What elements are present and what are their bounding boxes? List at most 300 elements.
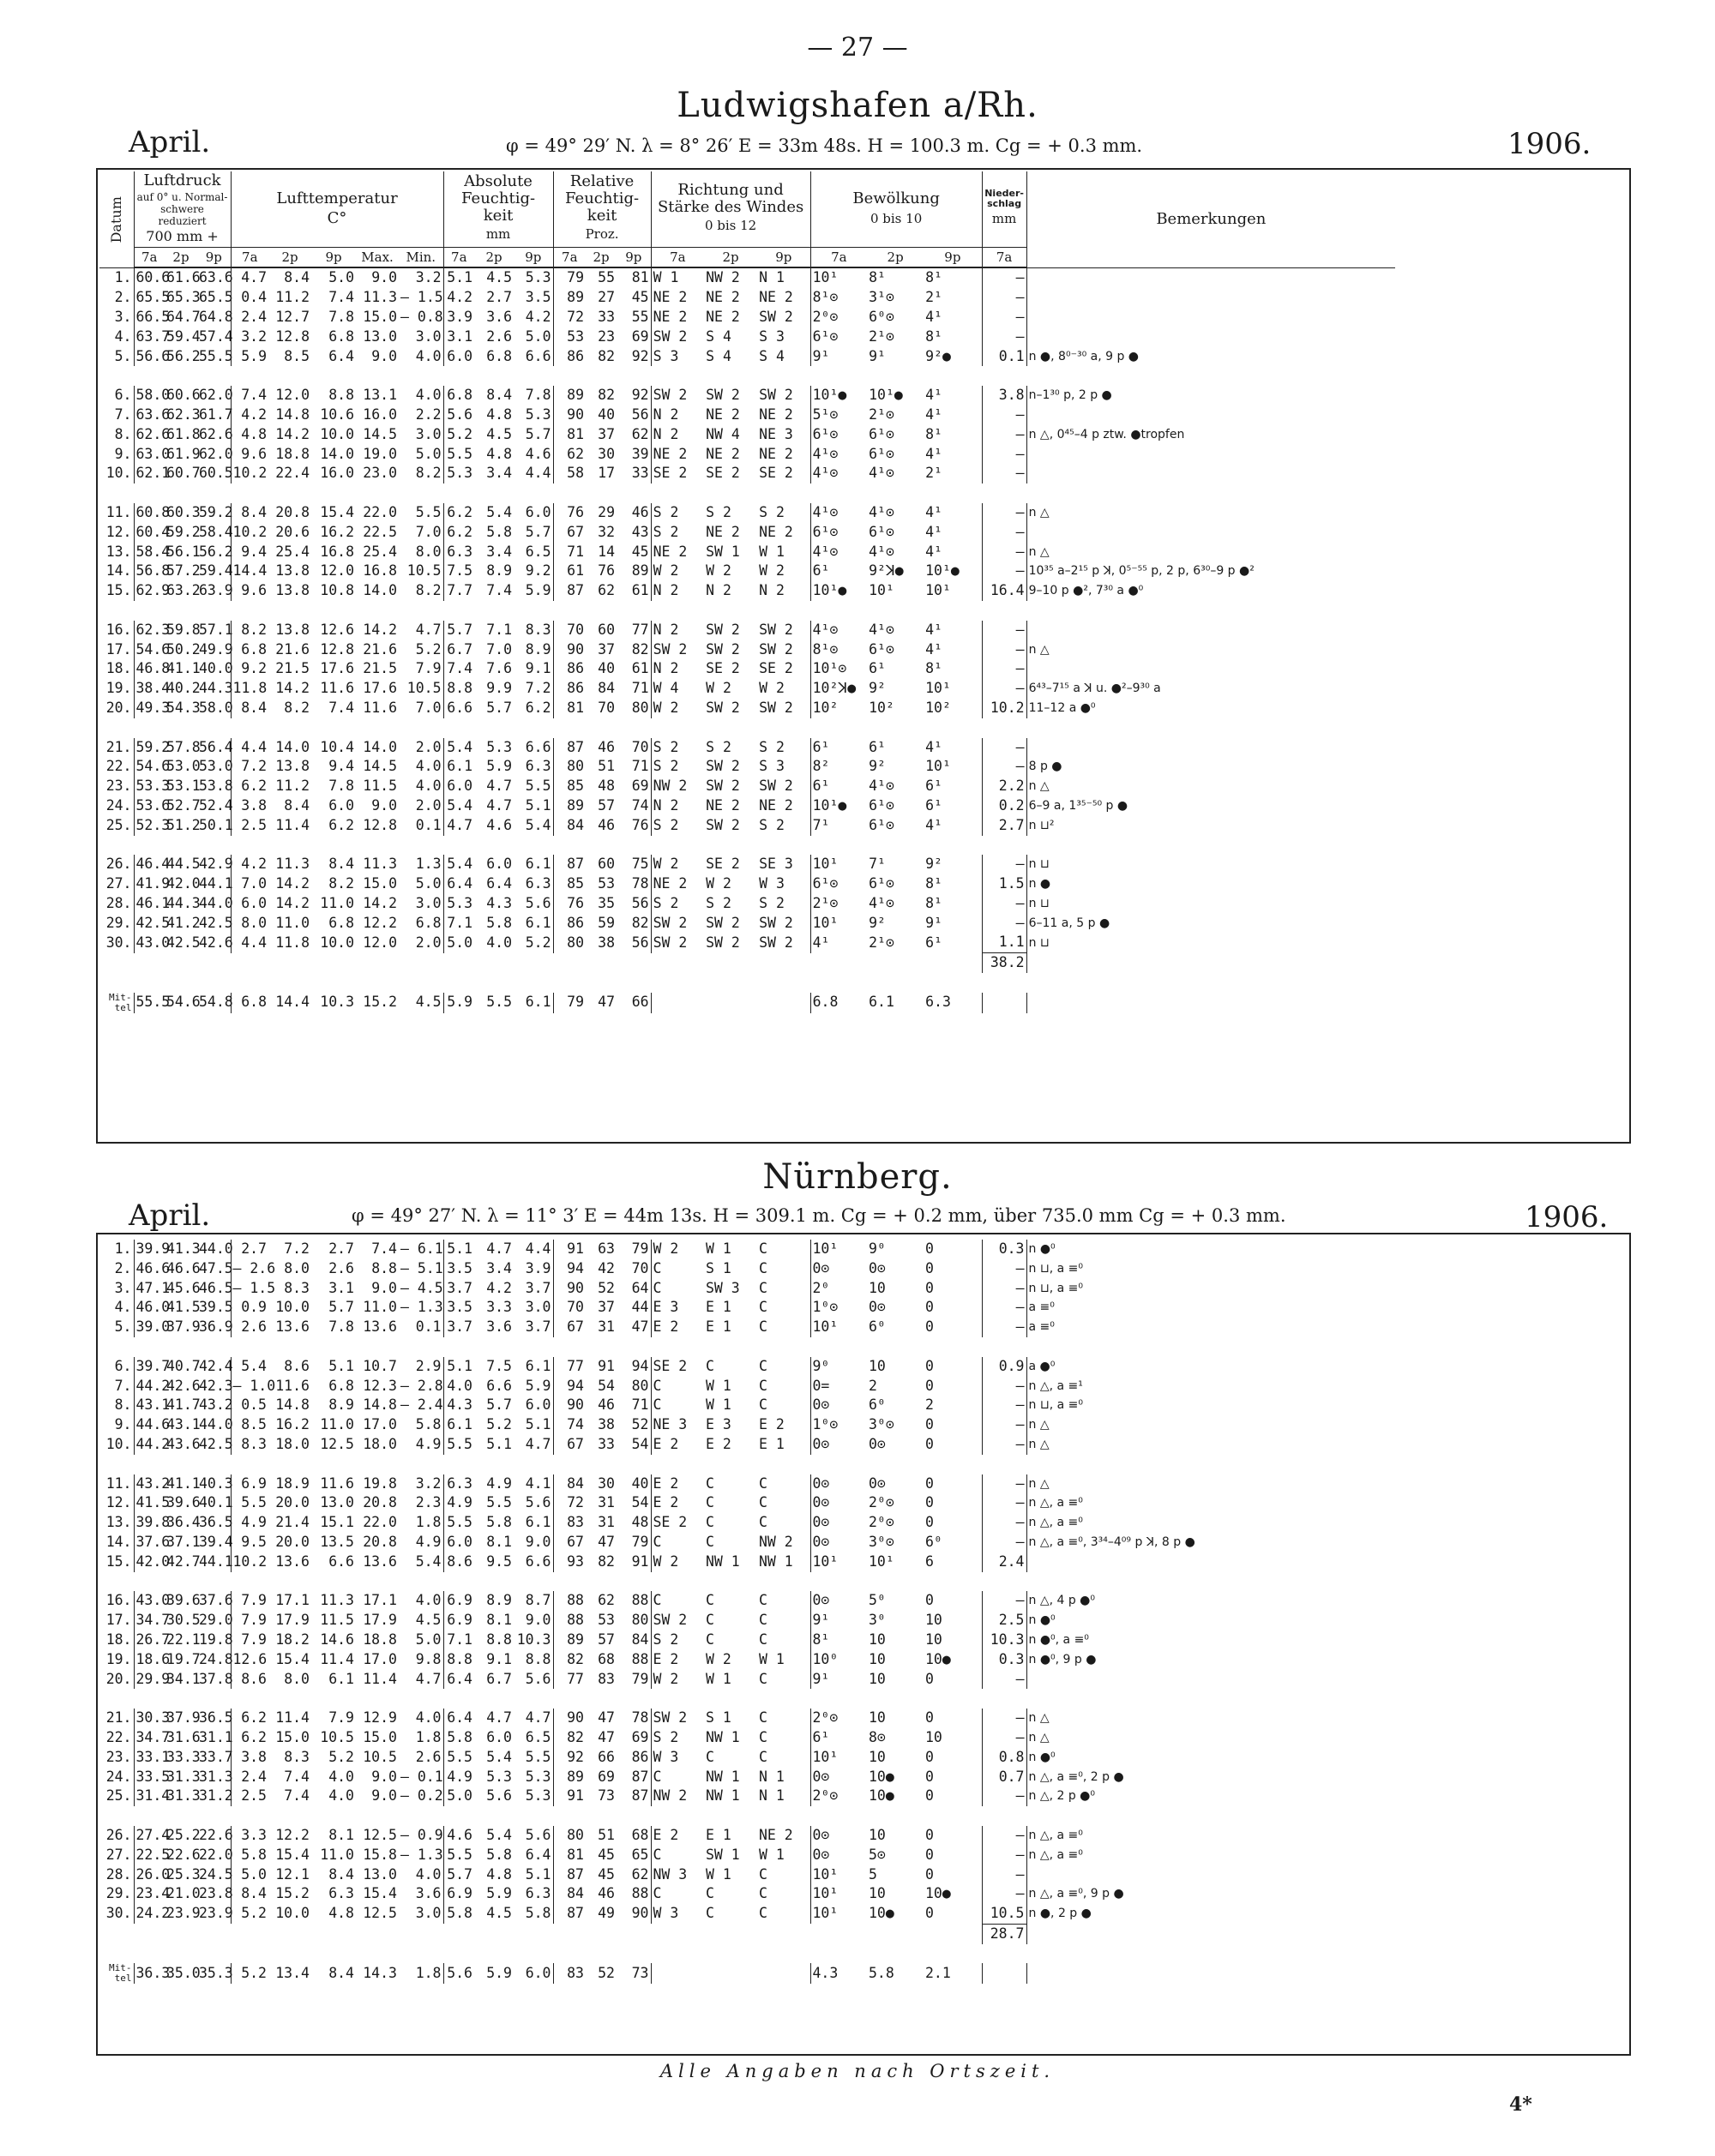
cell: 5.5	[486, 1494, 512, 1511]
cell: 16.	[105, 621, 132, 638]
cell: NW 1	[706, 1728, 740, 1745]
cell: C	[651, 1396, 704, 1415]
cell: 82	[553, 1650, 586, 1670]
cell: 5.0	[231, 1865, 268, 1885]
cell: 5.0	[443, 1787, 474, 1806]
table-row	[99, 308, 1395, 327]
cell: 65.5	[134, 288, 165, 308]
cell: 12.8	[363, 816, 398, 833]
cell: N 1	[759, 1787, 785, 1805]
cell: 5.1	[328, 1357, 354, 1374]
cell: n △, 0⁴⁵–4 p ztw. ●tropfen	[1026, 425, 1395, 445]
cell: –	[982, 621, 1026, 640]
cell: C	[651, 1533, 704, 1552]
cell: 5.1	[525, 1865, 551, 1883]
table-row	[99, 581, 1395, 601]
cell: 14.	[105, 1533, 132, 1550]
cell: 39	[631, 445, 649, 462]
cell: 14.8	[275, 1396, 310, 1414]
table-row	[99, 659, 1395, 679]
mean-cell	[1026, 1963, 1395, 1984]
cell: n △	[1026, 1435, 1395, 1455]
cell: C	[759, 1279, 767, 1296]
cell: 9.0	[525, 1612, 551, 1629]
cell: 24.5	[199, 1865, 233, 1883]
cell: 76	[598, 562, 616, 580]
cell: 5⁰	[869, 1592, 886, 1609]
cell: 10¹	[869, 582, 894, 599]
mean-cell: 14.3	[363, 1965, 397, 1982]
cell: 63.7	[134, 327, 165, 347]
cell: 4.6	[486, 816, 513, 833]
table-row	[99, 699, 1395, 718]
cell: 71	[553, 543, 586, 562]
cell: 8.0	[415, 543, 442, 560]
cell: 10¹	[810, 1904, 867, 1924]
cell: 6.1	[525, 1357, 551, 1374]
cell: SW 2	[651, 327, 704, 347]
cell: 0	[925, 1318, 934, 1336]
cell: 5.8	[486, 914, 513, 931]
cell: SW 2	[759, 699, 793, 716]
cell: 20.8	[275, 503, 310, 520]
cell: n–1³⁰ p, 2 p ●	[1026, 386, 1395, 405]
cell: 3.6	[415, 1885, 442, 1902]
cell: 8¹⊙	[810, 640, 867, 660]
cell: 42.6	[166, 1377, 201, 1394]
cell: 44.0	[199, 894, 233, 911]
cell: SW 2	[706, 699, 740, 716]
cell: 10.2	[231, 1552, 268, 1572]
cell: 10.5	[320, 1728, 354, 1745]
cell: 11.0	[320, 1846, 354, 1863]
cell: 0	[925, 1670, 934, 1687]
cell: n △, a ≡⁰	[1026, 1846, 1395, 1865]
cell: 70	[631, 738, 649, 755]
cell: 11.2	[275, 289, 310, 306]
cell: NE 2	[651, 874, 704, 894]
subheader-t9: 9p	[311, 247, 356, 267]
cell: N 2	[651, 659, 704, 679]
cell: N 2	[651, 621, 704, 640]
cell: 0.9	[231, 1298, 268, 1318]
cell: 5.4	[486, 1748, 512, 1765]
table-row	[99, 1396, 1395, 1415]
cell: 4¹⊙	[869, 621, 894, 638]
cell: 4.8	[486, 405, 513, 423]
cell: 89	[553, 1631, 586, 1650]
cell: 6.6	[525, 738, 551, 755]
cell: 9.0	[525, 1533, 551, 1550]
cell: 4.7	[486, 1709, 512, 1727]
cell: 14	[598, 543, 616, 560]
cell: 5.7	[486, 1396, 512, 1414]
cell: 16.8	[320, 543, 355, 560]
table-row	[99, 621, 1395, 640]
cell: 60.6	[166, 387, 201, 404]
cell: 6.3	[328, 1885, 354, 1902]
cell: 43.1	[134, 1396, 165, 1415]
cell: 3.6	[486, 1318, 512, 1336]
cell: 10¹●	[810, 796, 867, 816]
cell: 6⁰	[925, 1533, 942, 1550]
cell: –	[982, 425, 1026, 445]
cell: 14.0	[320, 445, 355, 462]
cell: W 2	[706, 1650, 731, 1667]
cell: 4.9	[443, 1768, 474, 1787]
cell: E 2	[706, 1435, 731, 1452]
cell: 6¹⊙	[810, 327, 867, 347]
cell: 17.1	[275, 1592, 310, 1609]
cell: 8¹	[925, 875, 942, 892]
cell: 46	[598, 738, 616, 755]
cell: 10	[869, 1357, 886, 1374]
cell: 43	[631, 523, 649, 540]
cell: 67	[553, 523, 586, 543]
cell: 90	[631, 1905, 649, 1922]
cell: 2.	[114, 1259, 132, 1276]
cell: 8.5	[284, 347, 310, 364]
cell: 6.1	[525, 856, 551, 873]
cell: 70	[553, 621, 586, 640]
cell: C	[759, 1259, 767, 1276]
table-row	[99, 1768, 1395, 1787]
cell: 5.2	[525, 934, 551, 951]
cell: S 2	[651, 1728, 704, 1748]
cell: 4¹	[925, 543, 942, 560]
cell: 83	[553, 1513, 586, 1533]
cell: 44.2	[134, 1435, 165, 1455]
cell: 8.0	[284, 1259, 310, 1276]
cell: 3.1	[328, 1279, 354, 1296]
cell: N 2	[706, 582, 731, 599]
cell: 29.9	[134, 1670, 165, 1690]
cell: 36.4	[166, 1514, 201, 1531]
cell: C	[759, 1631, 767, 1648]
cell: 34.7	[134, 1611, 165, 1631]
cell: 5.0	[415, 1631, 442, 1648]
cell: 30.3	[134, 1709, 165, 1728]
cell: 57.8	[166, 738, 201, 755]
cell: 11.0	[320, 1416, 354, 1433]
cell: SW 2	[651, 1709, 704, 1728]
cell: 15.	[105, 582, 132, 599]
subheader-t7: 7a	[810, 247, 867, 267]
cell: 88	[631, 1650, 649, 1667]
cell: 8¹	[869, 269, 886, 286]
cell: 6.4	[443, 874, 474, 894]
table-row	[99, 1650, 1395, 1670]
cell: 54	[631, 1494, 649, 1511]
cell: –	[982, 503, 1026, 523]
cell: 6.7	[486, 1670, 512, 1687]
cell: 11–12 a ●⁰	[1026, 699, 1395, 718]
cell: 89	[553, 1768, 586, 1787]
cell: 48	[598, 778, 616, 795]
cell: 6¹⊙	[869, 875, 894, 892]
cell: 4.0	[415, 778, 442, 795]
cell	[1026, 445, 1395, 465]
cell: 8.3	[525, 621, 551, 638]
cell: 46.5	[199, 1279, 233, 1296]
cell: 8.8	[525, 1650, 551, 1667]
cell: 54	[598, 1377, 615, 1394]
cell: 8.0	[284, 1670, 310, 1687]
cell: 82	[631, 640, 649, 658]
cell: 11.5	[363, 778, 398, 795]
cell: 7.9	[231, 1591, 268, 1611]
cell: SW 3	[706, 1279, 740, 1296]
cell: 4.2	[443, 288, 474, 308]
cell: 1.	[114, 269, 132, 286]
subheader-t9: 9p	[514, 247, 553, 267]
cell: 5.8	[443, 1904, 474, 1924]
cell: W 1	[706, 1670, 731, 1687]
cell: W 1	[759, 1846, 785, 1863]
cell: 4¹⊙	[869, 543, 894, 560]
cell: 88	[553, 1591, 586, 1611]
cell: 10.	[105, 465, 132, 482]
cell: 10	[869, 1885, 886, 1902]
subheader-t7: 7a	[443, 247, 474, 267]
cell: 5.5	[443, 445, 474, 465]
cell: 7.4	[284, 1768, 310, 1785]
subheader-t9: 9p	[617, 247, 651, 267]
cell: 6¹	[810, 738, 867, 758]
cell: 4¹	[925, 405, 942, 423]
cell: 4.7	[231, 267, 268, 288]
cell: 6.9	[443, 1591, 474, 1611]
cell: NW 4	[706, 425, 740, 442]
table-row	[99, 1846, 1395, 1865]
cell: 82	[598, 1552, 615, 1570]
cell: 15.8	[363, 1846, 397, 1863]
cell: 3.0	[415, 327, 442, 345]
cell: C	[759, 1670, 767, 1687]
cell: n ●⁰, a ≡⁰	[1026, 1631, 1395, 1650]
cell: 16.4	[982, 581, 1026, 601]
cell: 9¹	[810, 347, 867, 367]
cell: 21.6	[363, 640, 398, 658]
cell: 68	[598, 1650, 615, 1667]
cell: SW 1	[706, 543, 740, 560]
cell: 6.0	[231, 894, 268, 914]
cell: 91	[553, 1787, 586, 1806]
cell: 53	[553, 327, 586, 347]
cell: 13.0	[363, 327, 398, 345]
cell: 3.	[114, 1279, 132, 1296]
cell: 33	[631, 465, 649, 482]
cell: 77	[553, 1357, 586, 1377]
cell: 4¹	[925, 523, 942, 540]
cell: 92	[553, 1748, 586, 1768]
cell: 0=	[810, 1377, 867, 1396]
mean-cell: 5.6	[443, 1963, 474, 1984]
cell: 3.3	[231, 1826, 268, 1846]
cell: 6¹	[810, 1728, 867, 1748]
cell: W 2	[651, 562, 704, 581]
cell: N 2	[651, 796, 704, 816]
cell: 12.9	[363, 1709, 397, 1727]
cell: 83	[598, 1670, 615, 1687]
cell	[1026, 327, 1395, 347]
cell: E 2	[651, 1318, 704, 1337]
cell: W 1	[706, 1865, 731, 1883]
cell: –	[982, 1435, 1026, 1455]
cell: 6¹⊙	[869, 523, 894, 540]
cell: 17.1	[363, 1592, 397, 1609]
cell: W 2	[651, 855, 704, 874]
cell: 60.8	[134, 503, 165, 523]
cell: 5.4	[443, 738, 474, 758]
cell: 70	[598, 699, 616, 716]
cell: 18.2	[275, 1631, 310, 1648]
cell: 15.4	[363, 1885, 397, 1902]
cell: 0	[925, 1279, 934, 1296]
cell: n ⊔	[1026, 855, 1395, 874]
table-row	[99, 386, 1395, 405]
cell: n ⊔, a ≡⁰	[1026, 1396, 1395, 1415]
cell: 44.1	[199, 875, 233, 892]
cell: 3.0	[415, 894, 442, 911]
cell: 6.0	[328, 796, 355, 814]
cell: 0⊙	[869, 1474, 886, 1492]
cell: 0⊙	[810, 1493, 867, 1513]
cell: 6.2	[231, 777, 268, 796]
cell: 21.4	[275, 1514, 310, 1531]
cell: W 2	[651, 699, 704, 718]
cell: 11.0	[275, 914, 310, 931]
cell: 44	[631, 1299, 649, 1316]
cell: 0	[925, 1494, 934, 1511]
cell: 10.0	[320, 934, 355, 951]
cell: 60.7	[166, 465, 201, 482]
footer-note: Alle Angaben nach Ortszeit.	[659, 2061, 1056, 2081]
cell: 87	[631, 1787, 649, 1805]
cell: 4.	[114, 1299, 132, 1316]
subheader-t7: 7a	[134, 247, 165, 267]
cell: 10.6	[320, 405, 355, 423]
cell: 4.8	[486, 1865, 512, 1883]
station-coords: φ = 49° 29′ N. λ = 8° 26′ E = 33m 48s. H = 100.3 m. Cg = + 0.3 mm.	[506, 135, 1143, 156]
cell: 12.0	[320, 562, 355, 580]
cell: E 2	[651, 1826, 704, 1846]
cell: 5.6	[525, 1494, 551, 1511]
cell: 5.8	[443, 1728, 474, 1748]
cell: 74	[631, 796, 649, 814]
cell: 2⁰⊙	[869, 1494, 894, 1511]
cell: 84	[553, 1474, 586, 1494]
cell: 9.0	[371, 269, 398, 286]
cell: 6.4	[328, 347, 355, 364]
cell: NW 1	[759, 1552, 793, 1570]
cell: n △	[1026, 1709, 1395, 1728]
cell: 5.7	[328, 1299, 354, 1316]
cell: 2.7	[231, 1240, 268, 1259]
cell: 33	[598, 1435, 615, 1452]
cell: 2⁰⊙	[810, 1787, 867, 1806]
cell: 46.1	[134, 894, 165, 914]
mean-cell: 55.5	[134, 993, 165, 1013]
cell: 43.2	[134, 1474, 165, 1494]
cell: 53	[598, 875, 616, 892]
cell: 4¹	[925, 816, 942, 833]
cell: 4.2	[231, 405, 268, 425]
cell: 6.5	[525, 543, 551, 560]
cell: 11.3	[275, 856, 310, 873]
cell: 13.1	[363, 387, 398, 404]
cell: 16.2	[275, 1416, 310, 1433]
cell: –	[982, 1474, 1026, 1494]
cell: –	[982, 679, 1026, 699]
table-row	[99, 1904, 1395, 1924]
cell: 23.8	[199, 1885, 233, 1902]
cell: 60.5	[199, 465, 233, 482]
cell: –	[982, 562, 1026, 581]
cell: 59.4	[166, 327, 201, 345]
cell: 4.3	[486, 894, 513, 911]
mean-cell: 54.6	[166, 994, 201, 1011]
cell: N 2	[651, 581, 704, 601]
cell: 58.4	[199, 523, 233, 540]
cell: 14.	[105, 562, 132, 580]
mean-cell	[757, 1963, 810, 1984]
cell: 6.1	[443, 757, 474, 777]
cell: 90	[553, 1279, 586, 1299]
cell: 5.4	[486, 1826, 512, 1843]
cell: 67	[553, 1318, 586, 1337]
cell: 9.6	[231, 581, 268, 601]
cell: 10.0	[320, 425, 355, 442]
cell: 91	[631, 1552, 649, 1570]
cell: 6.4	[525, 1846, 551, 1863]
cell: 18.6	[134, 1650, 165, 1670]
cell: 36.9	[199, 1318, 233, 1336]
cell: 14.0	[363, 738, 398, 755]
table-row	[99, 855, 1395, 874]
cell: –	[982, 523, 1026, 543]
cell: 11.4	[363, 1670, 397, 1687]
cell: – 4.5	[400, 1279, 443, 1296]
cell	[1026, 308, 1395, 327]
lufttemp-unit: C°	[327, 208, 347, 227]
table-row	[99, 933, 1395, 952]
cell: W 1	[759, 543, 785, 560]
cell: 6.2	[231, 1709, 268, 1728]
cell: 9.2	[525, 562, 551, 580]
cell: 6.6	[443, 699, 474, 718]
cell: 64.7	[166, 308, 201, 325]
table-row	[99, 1552, 1395, 1572]
cell: 4.9	[486, 1474, 512, 1492]
cell: 8¹	[925, 660, 942, 677]
cell: NE 2	[759, 289, 793, 306]
cell: 62	[631, 1865, 649, 1883]
cell: 90	[553, 1396, 586, 1415]
cell: 10.3	[982, 1631, 1026, 1650]
cell: 5.8	[486, 523, 513, 540]
cell: 0	[925, 1299, 934, 1316]
cell: n △	[1026, 1474, 1395, 1494]
cell: SW 2	[759, 914, 793, 931]
cell: 2	[925, 1396, 934, 1414]
cell: 37.6	[199, 1592, 233, 1609]
cell: NE 2	[651, 543, 704, 562]
subheader-t2: 2p	[586, 247, 617, 267]
cell: 21.5	[275, 660, 310, 677]
cell: 81	[553, 699, 586, 718]
cell: 42.6	[199, 934, 233, 951]
